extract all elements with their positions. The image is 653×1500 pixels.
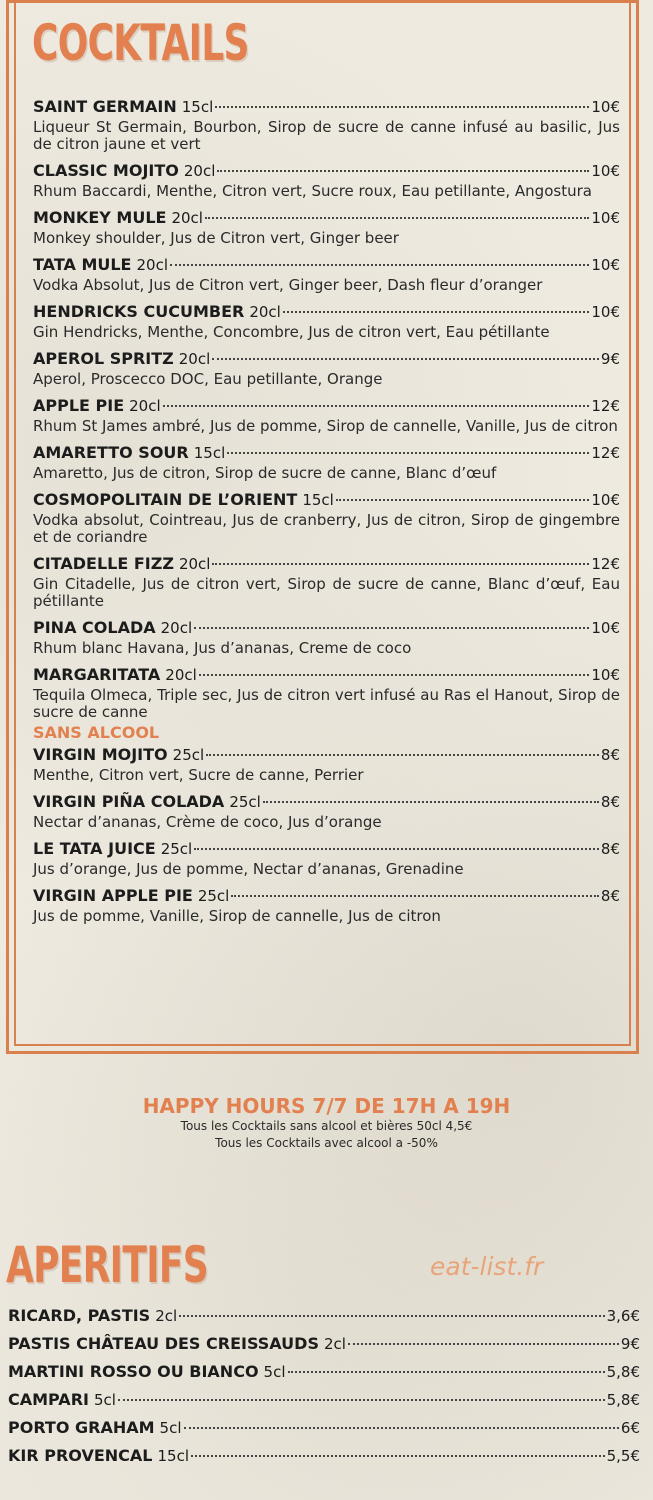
- dot-leader: [215, 106, 589, 108]
- item-description: Jus d’orange, Jus de pomme, Nectar d’ananas, Grenadine: [33, 860, 464, 878]
- item-description: Gin Citadelle, Jus de citron vert, Sirop de sucre de canne, Blanc d’œuf, Eau pétillante: [33, 575, 620, 610]
- menu-item: [33, 302, 620, 341]
- item-description: Jus de pomme, Vanille, Sirop de cannelle, Jus de citron: [33, 907, 441, 925]
- item-name: PORTO GRAHAM: [8, 1418, 155, 1437]
- item-name: LE TATA JUICE: [33, 839, 156, 858]
- item-size: 15cl: [302, 491, 334, 509]
- item-price: 10€: [591, 491, 620, 509]
- item-size: 25cl: [229, 793, 261, 811]
- item-size: 25cl: [172, 746, 205, 764]
- happy-hours: [0, 1094, 653, 1152]
- item-description: Rhum St James ambré, Jus de pomme, Sirop de cannelle, Vanille, Jus de citron: [33, 417, 618, 435]
- item-name: CLASSIC MOJITO: [33, 161, 179, 180]
- cocktails-title: COCKTAILS: [32, 14, 249, 72]
- item-price: 5,8€: [606, 1391, 640, 1409]
- aperitif-item: [8, 1418, 640, 1446]
- item-price: 6€: [620, 1419, 640, 1437]
- item-name: TATA MULE: [33, 255, 132, 274]
- item-name: CITADELLE FIZZ: [33, 554, 174, 573]
- item-price: 8€: [600, 887, 620, 905]
- item-line: [33, 792, 620, 812]
- item-name: RICARD, PASTIS: [8, 1306, 151, 1325]
- item-price: 10€: [591, 209, 620, 227]
- dot-leader: [118, 1399, 605, 1401]
- item-description: Liqueur St Germain, Bourbon, Sirop de sucre de canne infusé au basilic, Jus de citron jaune et vert: [33, 118, 620, 153]
- dot-leader: [205, 217, 589, 219]
- item-size: 20cl: [178, 350, 211, 368]
- item-line: [33, 554, 620, 574]
- item-line: [33, 97, 620, 117]
- item-line: [33, 161, 620, 181]
- menu-item: [33, 396, 620, 435]
- item-price: 10€: [591, 162, 620, 180]
- sans-alcool-title: SANS ALCOOL: [33, 723, 160, 742]
- item-size: 20cl: [136, 256, 168, 274]
- item-line: [33, 745, 620, 765]
- menu-item: [33, 490, 620, 546]
- item-description: Rhum Baccardi, Menthe, Citron vert, Sucre roux, Eau petillante, Angostura: [33, 182, 592, 200]
- aperitif-item: [8, 1446, 640, 1474]
- item-price: 10€: [591, 256, 620, 274]
- item-price: 12€: [591, 444, 620, 462]
- item-name: PINA COLADA: [33, 618, 156, 637]
- happy-hours-line: Tous les Cocktails sans alcool et bières 50cl 4,5€: [180, 1119, 473, 1133]
- item-size: 20cl: [183, 162, 216, 180]
- dot-leader: [163, 405, 590, 407]
- menu-item: [33, 618, 620, 657]
- item-size: 20cl: [160, 619, 193, 637]
- item-line: [33, 208, 620, 228]
- dot-leader: [212, 358, 599, 360]
- dot-leader: [283, 311, 590, 313]
- item-description: Rhum blanc Havana, Jus d’ananas, Creme de coco: [33, 639, 412, 657]
- menu-item: [33, 97, 620, 153]
- dot-leader: [263, 801, 599, 803]
- item-size: 15cl: [193, 444, 226, 462]
- menu-item: [33, 554, 620, 610]
- item-description: Menthe, Citron vert, Sucre de canne, Perrier: [33, 766, 364, 784]
- dot-leader: [206, 754, 599, 756]
- dot-leader: [194, 848, 599, 850]
- item-line: [8, 1306, 640, 1334]
- item-line: [33, 886, 620, 906]
- item-price: 10€: [591, 666, 620, 684]
- item-description: Monkey shoulder, Jus de Citron vert, Ginger beer: [33, 229, 399, 247]
- item-size: 15cl: [157, 1447, 189, 1465]
- menu-item: [33, 886, 620, 925]
- item-description: Vodka absolut, Cointreau, Jus de cranberry, Jus de citron, Sirop de gingembre et de coriandre: [33, 511, 620, 546]
- item-name: VIRGIN PIÑA COLADA: [33, 792, 225, 811]
- item-description: Amaretto, Jus de citron, Sirop de sucre de canne, Blanc d’œuf: [33, 464, 497, 482]
- item-price: 8€: [600, 793, 620, 811]
- item-price: 9€: [600, 350, 620, 368]
- dot-leader: [194, 627, 589, 629]
- dot-leader: [179, 1315, 604, 1317]
- item-price: 3,6€: [606, 1307, 640, 1325]
- item-size: 5cl: [93, 1391, 116, 1409]
- sans-alcool-list: [33, 745, 620, 925]
- item-price: 5,8€: [606, 1363, 640, 1381]
- item-name: AMARETTO SOUR: [33, 443, 189, 462]
- dot-leader: [288, 1371, 605, 1373]
- menu-item: [33, 839, 620, 878]
- item-size: 5cl: [263, 1363, 286, 1381]
- item-size: 20cl: [171, 209, 203, 227]
- aperitifs-title: APERITIFS: [6, 1236, 208, 1294]
- item-name: KIR PROVENCAL: [8, 1446, 153, 1465]
- item-name: PASTIS CHÂTEAU DES CREISSAUDS: [8, 1334, 319, 1353]
- item-line: [8, 1334, 640, 1362]
- item-line: [33, 665, 620, 685]
- item-name: APEROL SPRITZ: [33, 349, 174, 368]
- aperitif-item: [8, 1390, 640, 1418]
- item-line: [33, 490, 620, 510]
- item-line: [33, 396, 620, 416]
- item-name: COSMOPOLITAIN DE L’ORIENT: [33, 490, 298, 509]
- item-name: MARGARITATA: [33, 665, 161, 684]
- item-size: 2cl: [155, 1307, 178, 1325]
- item-line: [33, 618, 620, 638]
- cocktails-menu: [33, 97, 620, 933]
- item-price: 12€: [591, 555, 620, 573]
- menu-item: [33, 443, 620, 482]
- dot-leader: [217, 170, 589, 172]
- item-line: [8, 1418, 640, 1446]
- cocktail-list: [33, 97, 620, 721]
- item-line: [8, 1446, 640, 1474]
- item-name: VIRGIN MOJITO: [33, 745, 168, 764]
- menu-item: [33, 255, 620, 294]
- item-name: CAMPARI: [8, 1390, 89, 1409]
- item-name: APPLE PIE: [33, 396, 125, 415]
- dot-leader: [184, 1427, 619, 1429]
- item-size: 2cl: [323, 1335, 346, 1353]
- item-line: [33, 443, 620, 463]
- menu-item: [33, 161, 620, 200]
- item-price: 9€: [620, 1335, 640, 1353]
- dot-leader: [231, 895, 599, 897]
- happy-hours-line: Tous les Cocktails avec alcool a -50%: [215, 1136, 438, 1150]
- happy-hours-title: HAPPY HOURS 7/7 DE 17H A 19H: [142, 1094, 511, 1118]
- item-price: 8€: [600, 840, 620, 858]
- menu-item: [33, 349, 620, 388]
- aperitif-list: [8, 1306, 640, 1474]
- item-size: 20cl: [165, 666, 197, 684]
- item-description: Vodka Absolut, Jus de Citron vert, Ginger beer, Dash fleur d’oranger: [33, 276, 543, 294]
- aperitif-item: [8, 1334, 640, 1362]
- item-name: HENDRICKS CUCUMBER: [33, 302, 245, 321]
- aperitif-item: [8, 1306, 640, 1334]
- dot-leader: [170, 264, 589, 266]
- item-line: [8, 1390, 640, 1418]
- aperitif-item: [8, 1362, 640, 1390]
- item-name: VIRGIN APPLE PIE: [33, 886, 193, 905]
- item-line: [33, 349, 620, 369]
- item-price: 8€: [600, 746, 620, 764]
- menu-item: [33, 665, 620, 721]
- watermark: eat-list.fr: [430, 1252, 544, 1281]
- item-description: Gin Hendricks, Menthe, Concombre, Jus de citron vert, Eau pétillante: [33, 323, 550, 341]
- item-description: Aperol, Proscecco DOC, Eau petillante, Orange: [33, 370, 383, 388]
- item-size: 20cl: [178, 555, 211, 573]
- item-size: 5cl: [159, 1419, 182, 1437]
- item-size: 15cl: [181, 98, 214, 116]
- item-price: 5,5€: [606, 1447, 640, 1465]
- item-size: 25cl: [197, 887, 230, 905]
- item-description: Nectar d’ananas, Crème de coco, Jus d’orange: [33, 813, 382, 831]
- item-description: Tequila Olmeca, Triple sec, Jus de citron vert infusé au Ras el Hanout, Sirop de sucre de canne: [33, 686, 620, 721]
- item-price: 10€: [591, 98, 620, 116]
- item-size: 20cl: [129, 397, 161, 415]
- dot-leader: [336, 499, 590, 501]
- item-size: 20cl: [249, 303, 281, 321]
- item-name: MARTINI ROSSO OU BIANCO: [8, 1362, 259, 1381]
- item-line: [8, 1362, 640, 1390]
- dot-leader: [227, 452, 589, 454]
- dot-leader: [212, 563, 589, 565]
- item-price: 12€: [591, 397, 620, 415]
- item-price: 10€: [591, 303, 620, 321]
- dot-leader: [191, 1455, 605, 1457]
- item-name: SAINT GERMAIN: [33, 97, 177, 116]
- item-line: [33, 839, 620, 859]
- item-line: [33, 302, 620, 322]
- item-size: 25cl: [160, 840, 193, 858]
- menu-item: [33, 792, 620, 831]
- item-price: 10€: [591, 619, 620, 637]
- item-name: MONKEY MULE: [33, 208, 167, 227]
- dot-leader: [348, 1343, 619, 1345]
- menu-item: [33, 208, 620, 247]
- item-line: [33, 255, 620, 275]
- dot-leader: [199, 674, 590, 676]
- menu-item: [33, 745, 620, 784]
